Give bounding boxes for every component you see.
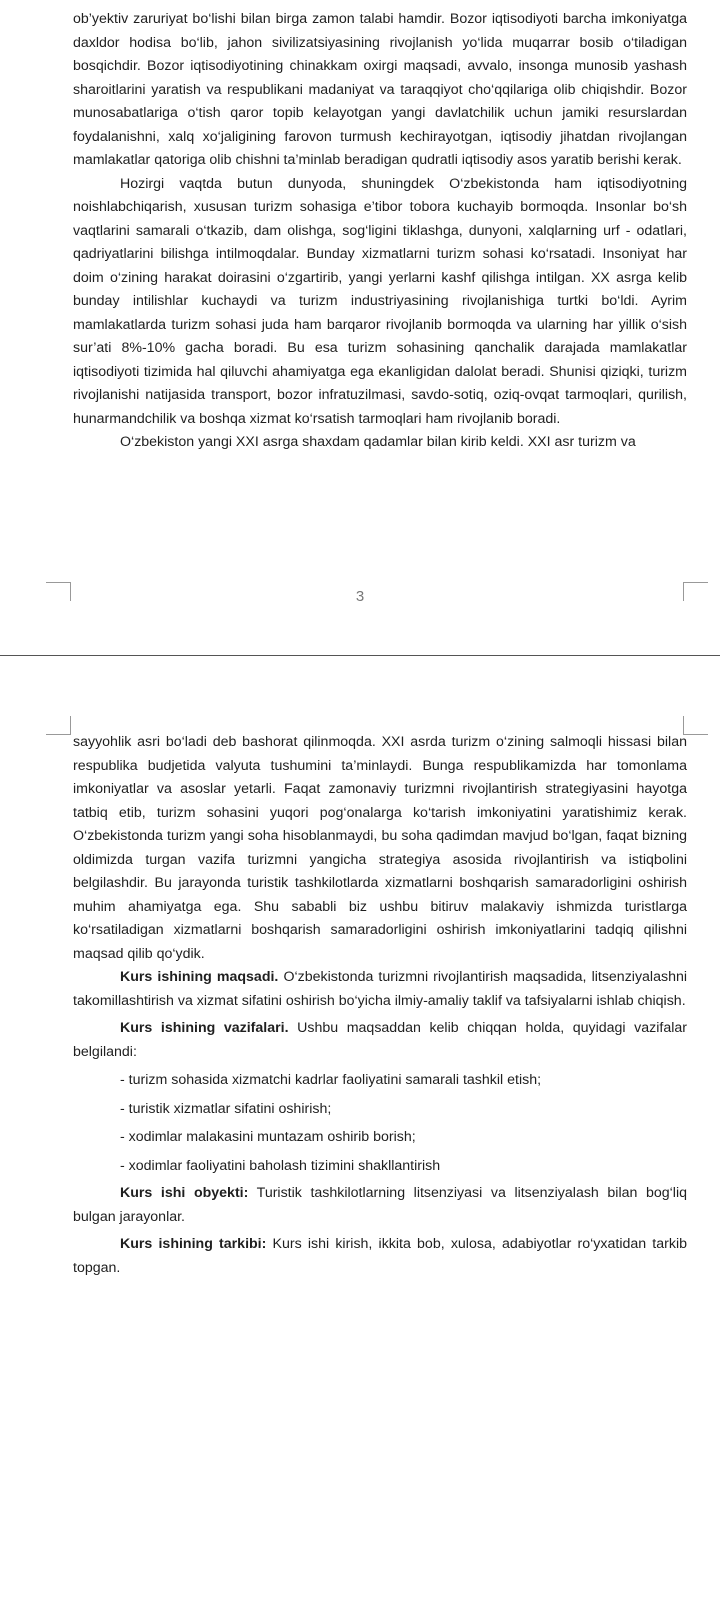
paragraph: ob’yektiv zaruriyat bo‘lishi bilan birga zamon talabi hamdir. Bozor iqtisodiyoti barcha imkoniyatga daxldor hodisa bo‘lib, jahon sivilizatsiyasining rivojlanish yo‘lida muqarrar bosib o‘tiladigan bosqichdir. Bozor iqtisodiyotining chinakkam oxirgi maqsadi, avvalo, insonga munosib yashash sharoitlarini yaratish va respublikani madaniyat va taraqqiyot cho‘qqilariga olib chiqishdir. Bozor munosabatlariga o‘tish qaror topib kelayotgan yangi davlatchilik uchun jamiki resurslardan foydalanishni, xalq xo‘jaligining farovon turmush kechirayotgan, iqtisodiy jihatdan rivojlangan mamlakatlar qatoriga olib chishni ta’minlab beradigan qudratli iqtisodiy asos yaratib berishi kerak.: [73, 11, 687, 168]
page-number: 3: [355, 588, 365, 605]
tasks-text: Ushbu maqsaddan kelib chiqqan holda, quyidagi vazifalar belgilandi:: [73, 1020, 687, 1060]
task-item: - xodimlar malakasini muntazam oshirib borish;: [120, 1129, 416, 1145]
aim-paragraph: [73, 966, 687, 1013]
paragraph: sayyohlik asri bo‘ladi deb bashorat qilinmoqda. XXI asrda turizm o‘zining salmoqli hissasi bilan respublika budjetida valyuta tushumini ta’minlaydi. Bunga respublikamizda har tomonlama imkoniyatlar va asoslar yetarli. Faqat zamonaviy turizmni rivojlantirish strategiyasini hayotga tatbiq etib, turizm sohasini yuqori pog‘onalarga ko‘tarish imkoniyatini yaratishimiz kerak. O‘zbekistonda turizm yangi soha hisoblanmaydi, bu soha qadimdan mavjud bo‘lgan, faqat bizning oldimizda turgan vazifa turizmni yangicha strategiya asosida rivojlantirish va istiqbolini belgilashdir. Bu jarayonda turistik tashkilotlarda xizmatlarni boshqarish samaradorligini oshirish muhim ahamiyatga ega. Shu sababli biz ushbu bitiruv malakaviy ishmizda turistlarga ko‘rsatiladigan xizmatlarni boshqarish samaradorligini oshirish imkoniyatlarini tadqiq qilishni maqsad qilib qo‘ydik.: [73, 734, 687, 962]
aim-label: Kurs ishining maqsadi.: [120, 969, 279, 985]
aim-text: O‘zbekistonda turizmni rivojlantirish maqsadida, litsenziyalashni takomillashtirish va xizmat sifatini oshirish bo‘yicha ilmiy-amaliy taklif va tafsiyalarni ishlab chiqish.: [73, 969, 688, 1009]
object-text: Turistik tashkilotlarning litsenziyasi va litsenziyalash bilan bog‘liq bulgan jarayonlar.: [73, 1185, 687, 1225]
task-item: - turizm sohasida xizmatchi kadrlar faoliyatini samarali tashkil etish;: [120, 1072, 542, 1088]
structure-label: Kurs ishining tarkibi:: [120, 1236, 267, 1252]
tasks-label: Kurs ishining vazifalari.: [120, 1020, 289, 1036]
structure-paragraph: [73, 1233, 687, 1280]
document-page-2: [0, 661, 720, 1600]
page-1-text: [73, 8, 687, 455]
object-paragraph: [73, 1182, 687, 1229]
task-item: - turistik xizmatlar sifatini oshirish;: [120, 1100, 332, 1117]
object-label: Kurs ishi obyekti:: [120, 1185, 249, 1201]
task-item: - xodimlar faoliyatini baholash tizimini shakllantirish: [120, 1157, 441, 1174]
document-page-1: [0, 0, 720, 655]
page-corner-mark: [46, 716, 71, 735]
page-2-text: [73, 731, 687, 1280]
paragraph: Hozirgi vaqtda butun dunyoda, shuningdek O‘zbekistonda ham iqtisodiyotning noishlabchiqarish, xususan turizm sohasiga e’tibor tobora kuchayib bormoqda. Insonlar bo‘sh vaqtlarini samarali o‘tkazib, dam olishga, sog‘ligini tiklashga, dunyoni, xalqlarning urf - odatlari, qadriyatlarini bilishga intilmoqdalar. Bunday xizmatlarni turizm sohasi ko‘rsatadi. Insoniyat har doim o‘zining harakat doirasini o‘zgartirib, yangi yerlarni kashf qilishga intilgan. XX asrga kelib bunday intilishlar kuchaydi va turizm industriyasining rivojlanishiga turtki bo‘ldi. Ayrim mamlakatlarda turizm sohasi juda ham barqaror rivojlanib bormoqda va ularning har yillik o‘sish sur’ati 8%-10% gacha boradi. Bu esa turizm sohasining qanchalik darajada mamlakatlar iqtisodiyoti tizimida hal qiluvchi ahamiyatga ega ekanligidan dalolat beradi. Shunisi qiziqki, turizm rivojlanishi natijasida transport, bozor infratuzilmasi, savdo-sotiq, oziq-ovqat tarmoqlari, qurilish, hunarmandchilik va boshqa xizmat ko‘rsatish tarmoqlari ham rivojlanib boradi.: [73, 175, 687, 427]
paragraph: O‘zbekiston yangi XXI asrga shaxdam qadamlar bilan kirib keldi. XXI asr turizm va: [120, 434, 636, 450]
tasks-paragraph: [73, 1017, 687, 1064]
structure-text: Kurs ishi kirish, ikkita bob, xulosa, adabiyotlar ro‘yxatidan tarkib topgan.: [73, 1236, 687, 1276]
